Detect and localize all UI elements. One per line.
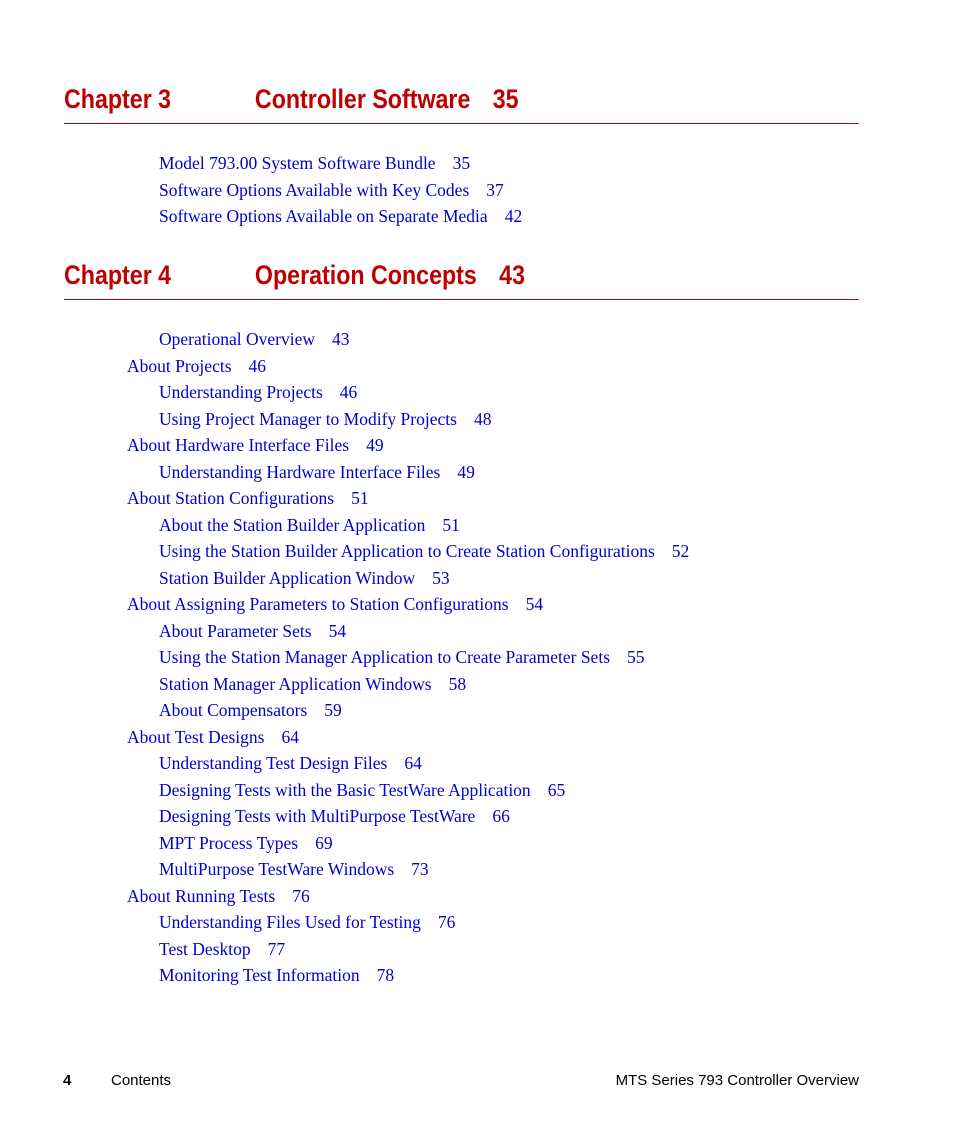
toc-entry-title: About Parameter Sets xyxy=(159,620,312,641)
toc-entry-page: 73 xyxy=(411,859,429,879)
toc-entry-page: 46 xyxy=(339,382,358,402)
toc-entry-page: 78 xyxy=(376,965,395,985)
toc-entry-page: 51 xyxy=(442,514,460,535)
toc-entry-page: 37 xyxy=(486,179,504,200)
toc-entry[interactable] xyxy=(159,514,460,536)
toc-entry-title: Software Options Available with Key Codes xyxy=(159,179,470,200)
toc-entry-page: 54 xyxy=(328,620,347,641)
toc-entry-title: About Station Configurations xyxy=(127,488,335,508)
toc-entry-title: About Assigning Parameters to Station Configurations xyxy=(127,594,509,614)
toc-entry-page: 55 xyxy=(627,647,645,667)
toc-entry[interactable] xyxy=(159,408,491,430)
toc-entry[interactable] xyxy=(159,179,504,201)
toc-entry[interactable] xyxy=(159,461,475,483)
toc-entry-page: 59 xyxy=(324,700,342,720)
toc-entry-title: Using the Station Builder Application to Create Station Configurations xyxy=(159,541,655,561)
chapter-rule xyxy=(64,299,859,300)
toc-entry[interactable] xyxy=(159,964,394,986)
toc-entry-page: 77 xyxy=(267,938,286,959)
toc-entry-page: 42 xyxy=(504,206,523,226)
toc-entry-title: Station Manager Application Windows xyxy=(159,673,432,694)
toc-entry[interactable] xyxy=(159,646,645,668)
toc-entry-page: 49 xyxy=(457,461,475,482)
toc-entry[interactable] xyxy=(127,355,266,377)
chapter-number: Chapter 3 xyxy=(64,84,172,114)
toc-entry[interactable] xyxy=(127,885,310,907)
toc-entry-page: 48 xyxy=(473,408,492,429)
toc-entry-title: About the Station Builder Application xyxy=(159,514,426,535)
toc-entry-page: 76 xyxy=(437,912,456,932)
toc-entry[interactable] xyxy=(159,328,349,350)
toc-entry-page: 46 xyxy=(248,355,267,376)
toc-entry[interactable] xyxy=(159,858,429,880)
toc-entry-title: MPT Process Types xyxy=(159,832,299,853)
toc-entry-title: Using Project Manager to Modify Projects xyxy=(159,408,457,429)
toc-entry-page: 64 xyxy=(404,753,422,773)
toc-entry-title: About Compensators xyxy=(159,700,308,720)
toc-entry-title: Understanding Files Used for Testing xyxy=(159,912,421,932)
toc-entry[interactable] xyxy=(159,805,510,827)
toc-entry-page: 52 xyxy=(671,541,690,561)
footer-document-title: MTS Series 793 Controller Overview xyxy=(615,1072,859,1089)
toc-entry-page: 49 xyxy=(366,435,384,455)
toc-entry[interactable] xyxy=(127,593,543,615)
toc-entry-title: Software Options Available on Separate Media xyxy=(159,206,488,226)
toc-entry[interactable] xyxy=(159,699,342,721)
toc-entry-title: Using the Station Manager Application to Create Parameter Sets xyxy=(159,647,611,667)
toc-entry-page: 54 xyxy=(525,594,544,614)
toc-entry-title: Monitoring Test Information xyxy=(159,965,360,985)
chapter-title xyxy=(255,82,519,116)
toc-entry-page: 66 xyxy=(492,806,510,826)
toc-entry[interactable] xyxy=(159,567,450,589)
chapter-title-text: Controller Software xyxy=(254,84,471,114)
footer-section: Contents xyxy=(111,1072,172,1089)
toc-entry-page: 53 xyxy=(432,567,450,588)
toc-entry[interactable] xyxy=(159,673,466,695)
toc-entry[interactable] xyxy=(159,832,333,854)
toc-entry[interactable] xyxy=(159,938,285,960)
chapter-page: 35 xyxy=(492,84,519,114)
toc-entry-title: Model 793.00 System Software Bundle xyxy=(159,153,436,173)
toc-entry-title: Understanding Projects xyxy=(159,382,323,402)
toc-entry-title: Designing Tests with MultiPurpose TestWare xyxy=(159,806,476,826)
chapter-rule xyxy=(64,123,859,124)
toc-entry[interactable] xyxy=(159,752,422,774)
toc-entry-page: 64 xyxy=(281,726,299,747)
chapter-title xyxy=(255,258,525,292)
chapter-page: 43 xyxy=(499,260,526,290)
toc-entry-page: 69 xyxy=(315,832,333,853)
toc-entry-page: 51 xyxy=(351,488,369,508)
toc-entry-title: About Hardware Interface Files xyxy=(127,435,350,455)
toc-entry[interactable] xyxy=(159,779,565,801)
toc-entry[interactable] xyxy=(127,434,384,456)
toc-entry-page: 35 xyxy=(452,153,471,173)
toc-entry-title: Designing Tests with the Basic TestWare Application xyxy=(159,779,531,800)
toc-entry-page: 65 xyxy=(547,779,566,800)
toc-entry-title: Test Desktop xyxy=(159,938,251,959)
toc-entry-title: Understanding Test Design Files xyxy=(159,753,388,773)
toc-entry[interactable] xyxy=(159,205,522,227)
toc-entry-title: Operational Overview xyxy=(159,329,315,349)
toc-entry-title: About Running Tests xyxy=(127,885,276,906)
toc-entry-page: 76 xyxy=(292,885,310,906)
chapter-number: Chapter 4 xyxy=(64,260,172,290)
toc-entry[interactable] xyxy=(159,152,470,174)
toc-entry-title: Station Builder Application Window xyxy=(159,567,416,588)
toc-entry[interactable] xyxy=(159,381,357,403)
toc-entry[interactable] xyxy=(127,726,299,748)
toc-entry[interactable] xyxy=(159,540,689,562)
toc-entry[interactable] xyxy=(127,487,369,509)
toc-entry-title: About Test Designs xyxy=(127,726,265,747)
toc-entry-title: About Projects xyxy=(127,355,232,376)
toc-entry-title: MultiPurpose TestWare Windows xyxy=(159,859,395,879)
toc-entry[interactable] xyxy=(159,620,346,642)
footer-page-number: 4 xyxy=(63,1072,72,1089)
chapter-title-text: Operation Concepts xyxy=(254,260,477,290)
toc-entry[interactable] xyxy=(159,911,455,933)
toc-entry-page: 43 xyxy=(331,329,350,349)
toc-entry-page: 58 xyxy=(448,673,467,694)
toc-entry-title: Understanding Hardware Interface Files xyxy=(159,461,441,482)
